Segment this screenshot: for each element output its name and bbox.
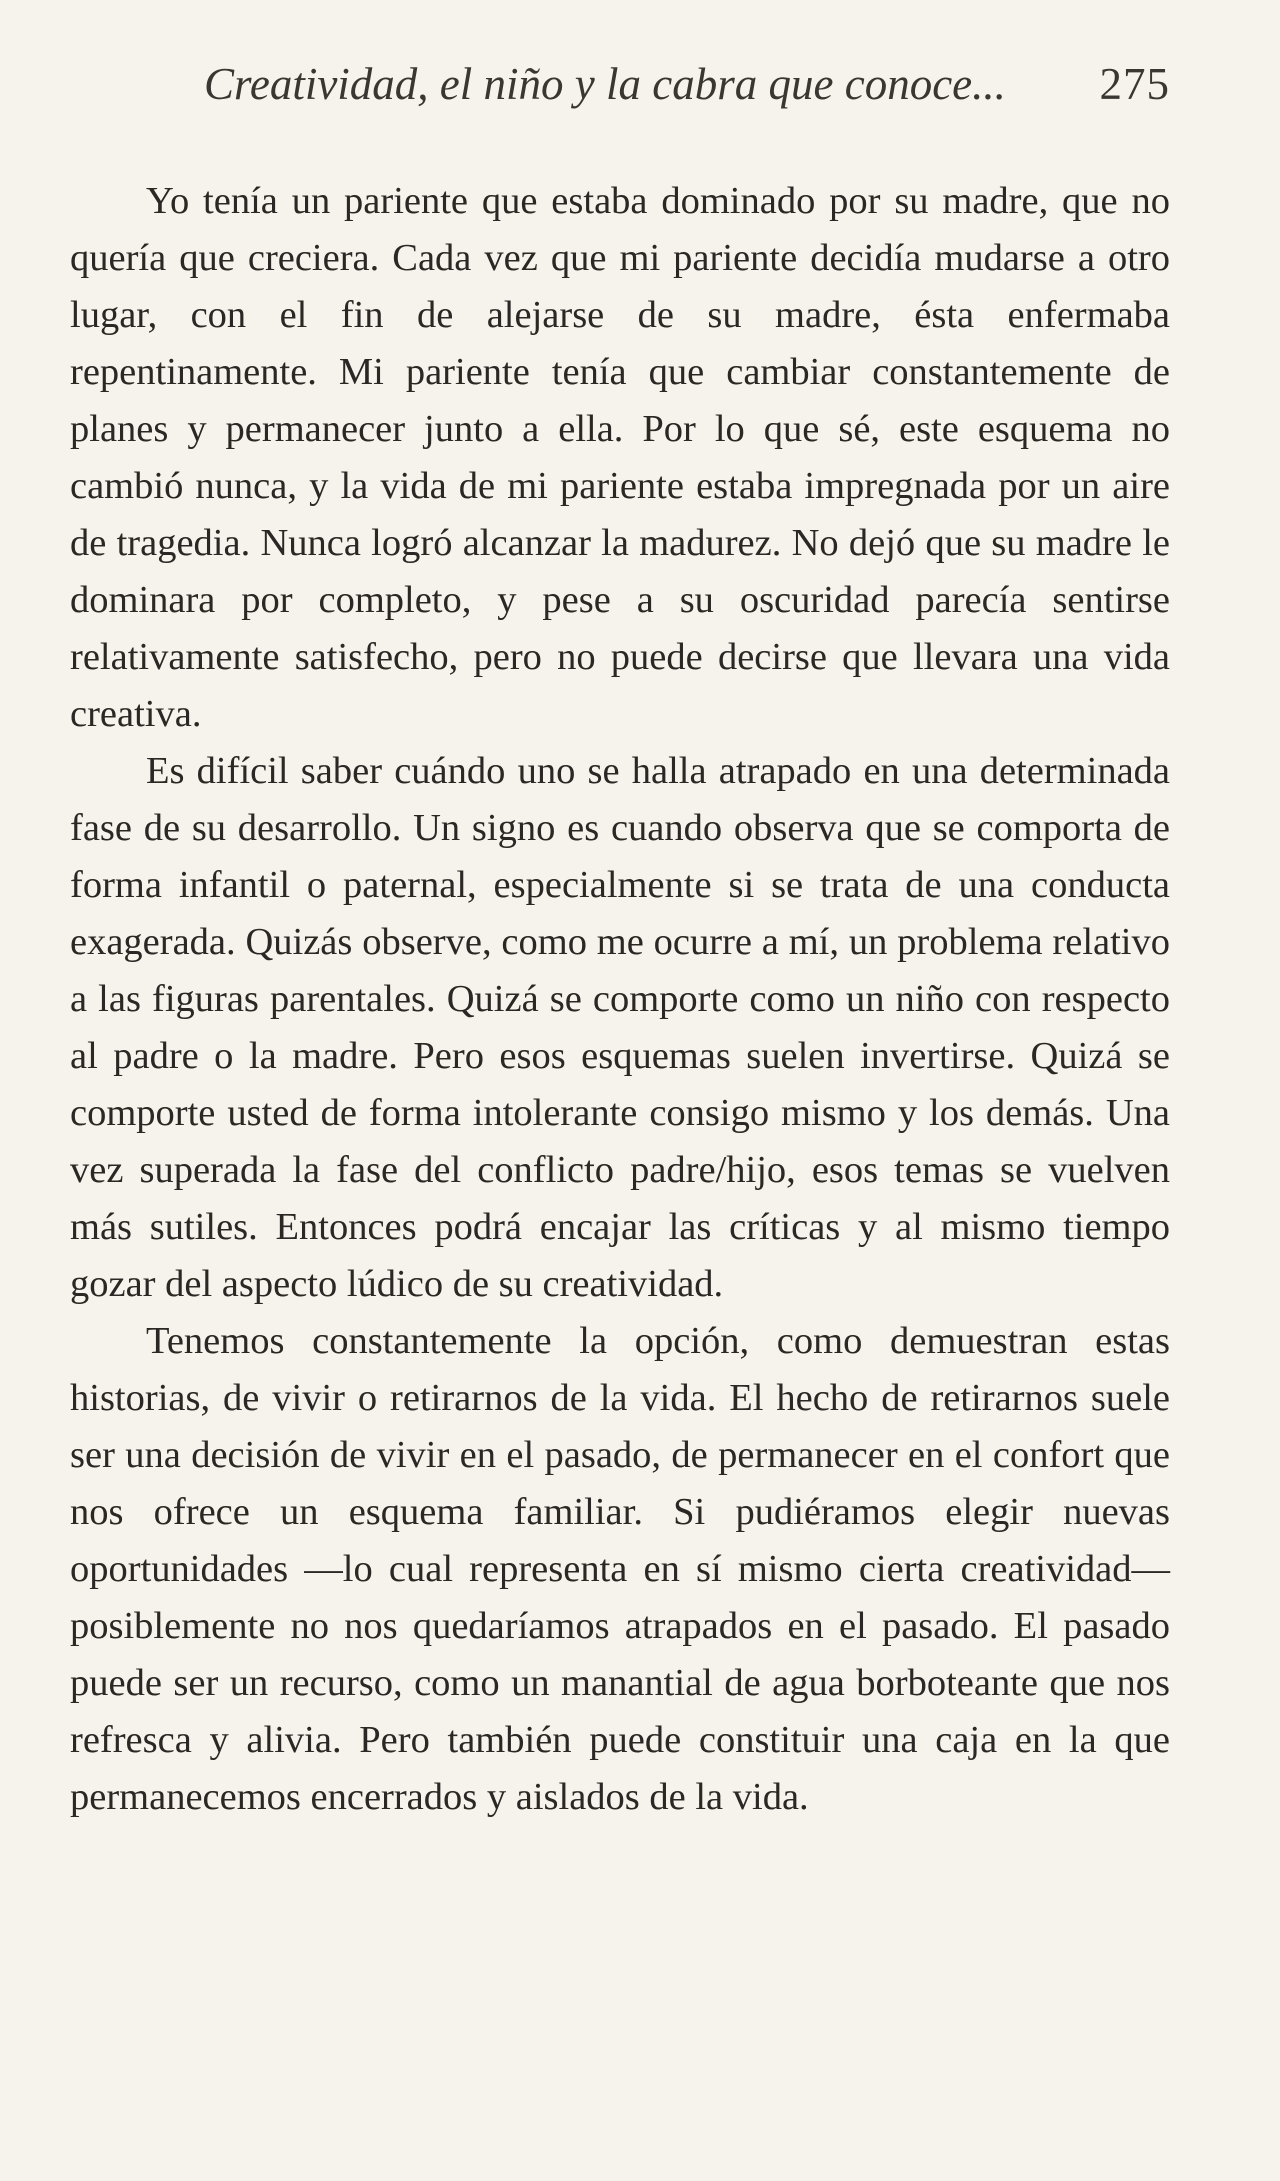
paragraph-1: Yo tenía un pariente que estaba dominado por su madre, que no quería que creciera. Cada vez que mi pariente decidía mudarse a otro lugar, con el fin de alejarse de su madre, ésta enfermaba repentinamente. Mi pariente tenía que cambiar constantemente de planes y permanecer junto a ella. Por lo que sé, este esquema no cambió nunca, y la vida de mi pariente estaba impregnada por un aire de tragedia. Nunca logró alcanzar la madurez. No dejó que su madre le dominara por completo, y pese a su oscuridad parecía sentirse relativamente satisfecho, pero no puede decirse que llevara una vida creativa. xyxy=(70,180,1170,735)
paragraph-2: Es difícil saber cuándo uno se halla atrapado en una determinada fase de su desarrollo. Un signo es cuando observa que se comporta de forma infantil o paternal, especialmente si se trata de una conducta exagerada. Quizás observe, como me ocurre a mí, un problema relativo a las figuras parentales. Quizá se comporte como un niño con respecto al padre o la madre. Pero esos esquemas suelen invertirse. Quizá se comporte usted de forma intolerante consigo mismo y los demás. Una vez superada la fase del conflicto padre/hijo, esos temas se vuelven más sutiles. Entonces podrá encajar las críticas y al mismo tiempo gozar del aspecto lúdico de su creatividad. xyxy=(70,750,1170,1305)
body-text xyxy=(70,173,1170,1826)
paragraph-3: Tenemos constantemente la opción, como demuestran estas historias, de vivir o retirarnos de la vida. El hecho de retirarnos suele ser una decisión de vivir en el pasado, de permanecer en el confort que nos ofrece un esquema familiar. Si pudiéramos elegir nuevas oportunidades —lo cual representa en sí mismo cierta creatividad— posiblemente no nos quedaríamos atrapados en el pasado. El pasado puede ser un recurso, como un manantial de agua borboteante que nos refresca y alivia. Pero también puede constituir una caja en la que permanecemos encerrados y aislados de la vida. xyxy=(70,1320,1170,1818)
running-title: Creatividad, el niño y la cabra que conoce... xyxy=(204,59,1006,109)
running-header xyxy=(70,58,1170,118)
page-number: 275 xyxy=(1099,59,1170,109)
book-page xyxy=(70,0,1170,2181)
